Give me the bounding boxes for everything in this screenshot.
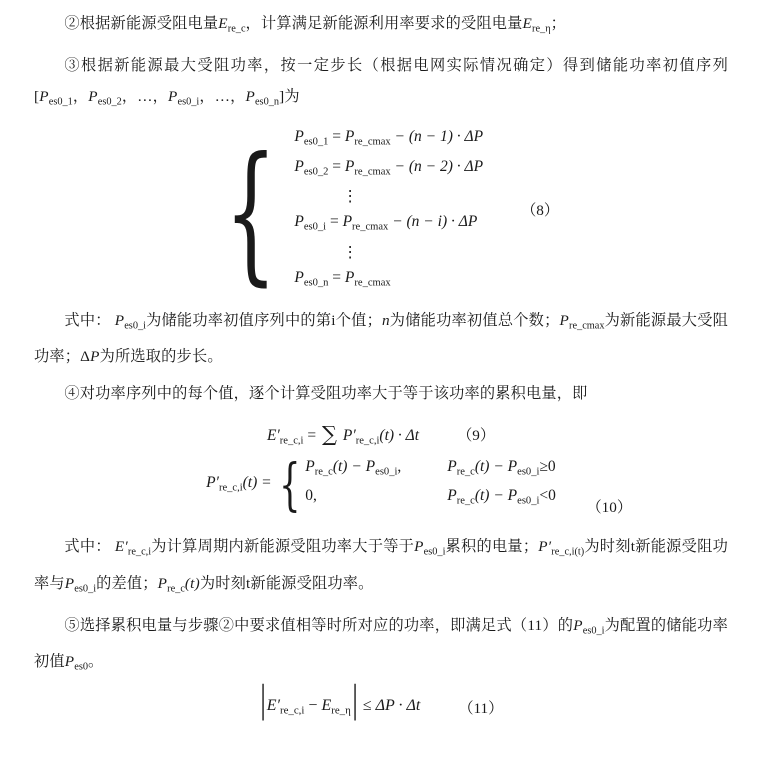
where-10-lead: 式中： (64, 538, 111, 556)
eq8-ri-rhs-sub: re_cmax (352, 221, 389, 233)
step-3-text-a: 根据新能源最大受阻功率，按一定步长（根据电网实际情况确定）得到储能功率初值序列[ (34, 57, 728, 106)
equation-9-number: （9） (457, 426, 496, 444)
seq-sep-3: ，…， (199, 88, 246, 106)
where-8-v3: P (559, 312, 569, 330)
eq10-c1-p-sub: re_c (314, 466, 333, 478)
eq9-rhs-tail: (t) · Δt (379, 427, 420, 445)
step-marker-3: ③ (64, 57, 82, 75)
eq9-rhs-sub: re_c,i (355, 435, 380, 447)
step-4-text: 对功率序列中的每个值，逐个计算受阻功率大于等于该功率的累积电量，即 (79, 385, 588, 403)
step-5-v1-sub: es0_i (582, 625, 605, 637)
step-2-text-a: 根据新能源受阻电量 (79, 15, 219, 32)
where-10-t4: 的差值； (96, 574, 158, 592)
eq8-ri-tail: − (n − i) · ΔP (392, 213, 478, 231)
paragraph-step-3 (34, 50, 728, 117)
eq10-c1-cond-sub: re_c (456, 466, 475, 478)
eq8-r2-rhs-sub: re_cmax (354, 166, 391, 178)
where-10-t1: 为计算周期内新能源受阻功率大于等于 (151, 538, 415, 556)
eq8-rn-lhs-sub: es0_n (303, 277, 329, 289)
var-seq-1-sub: es0_1 (48, 96, 73, 108)
eq11-operator: ≤ (362, 697, 372, 715)
var-seq-n: P (245, 88, 255, 106)
equation-9-body (267, 421, 419, 446)
eq10-c2-cond-sub: re_c (456, 495, 475, 507)
equation-8-number: （8） (521, 201, 560, 219)
eq8-r1-rhs-sub: re_cmax (354, 135, 391, 147)
eq9-lhs-sub: re_c,i (279, 435, 304, 447)
eq8-r2-lhs: P (294, 157, 304, 175)
where-10-t5: 为时刻t新能源受阻功率。 (199, 574, 374, 592)
eq10-case2-cond (447, 484, 556, 513)
step-5-text-a: 选择累积电量与步骤②中要求值相等时所对应的功率，即满足式（11）的 (79, 617, 574, 634)
var-E-re-c-sub: re_c (227, 23, 246, 35)
where-8-t4: 为所选取的步长。 (99, 348, 223, 366)
where-10-v4-sub: es0_i (74, 583, 97, 594)
eq8-ri-rhs: P (342, 213, 353, 231)
eq11-lhs-sub: re_c,i (279, 704, 305, 717)
eq10-case2-expr: 0, (305, 487, 317, 505)
where-8-v1-sub: es0_i (124, 320, 147, 332)
var-seq-2: P (88, 88, 98, 106)
step-3-text-b: ]为 (279, 88, 300, 106)
equation-9 (34, 421, 728, 446)
step-5-text-b: 为配置的储能功率初值 (34, 617, 728, 671)
equation-10-cases (305, 455, 556, 514)
eq10-c1-cond-sub2: es0_i (517, 466, 540, 478)
eq10-lhs-sub: re_c,i (218, 482, 243, 494)
eq9-rhs: P′ (342, 427, 356, 445)
where-10-v2: P (414, 538, 424, 556)
paragraph-step-4 (34, 378, 728, 409)
var-seq-i: P (168, 88, 178, 106)
eq8-r1-rhs: P (344, 127, 355, 145)
eq8-rn-rhs-sub: re_cmax (354, 277, 391, 289)
seq-sep-1: ， (72, 88, 89, 106)
step-2-text-c: ； (550, 15, 566, 32)
eq8-r2-tail: − (n − 2) · ΔP (394, 157, 484, 175)
eq8-r1-lhs-sub: es0_1 (303, 135, 329, 147)
equation-8-row-1: $P_{es0\_1} = P_{re\_cmax} - (n - 1) \cdot \Delta P$ (294, 127, 484, 147)
step-2-text-b: ，计算满足新能源利用率要求的受阻电量 (245, 15, 523, 32)
where-10-v1-sub: re_c,i (127, 546, 152, 558)
var-E-re-eta-sub: re_η (532, 23, 551, 35)
where-10-v5-sub: re_c (167, 583, 185, 594)
where-10-t2: 累积的电量； (445, 538, 539, 556)
where-10-v4: P (64, 574, 75, 592)
eq8-r1-tail: − (n − 1) · ΔP (394, 127, 484, 145)
where-10-v5: P (157, 574, 168, 592)
summation-icon: ∑ (321, 422, 337, 447)
equation-10-lhs (206, 474, 272, 493)
step-5-v2: P (64, 653, 75, 671)
var-seq-1: P (39, 88, 49, 106)
equation-10-number: （10） (586, 499, 632, 517)
eq8-r2-lhs-sub: es0_2 (303, 166, 329, 178)
paragraph-where-10 (34, 531, 728, 604)
eq8-r1-lhs: P (294, 127, 304, 145)
eq10-c2-cond-sub2: es0_i (517, 495, 540, 507)
equation-8-rows (294, 124, 483, 295)
eq10-c1-cond-p: P (447, 457, 457, 475)
eq11-rhs: E (321, 697, 332, 715)
eq10-lhs-tail: (t) = (242, 474, 272, 492)
equation-8 (34, 124, 728, 301)
eq10-case1-cond (447, 455, 555, 484)
equation-11-number: （11） (458, 699, 504, 717)
where-10-v5-tail: (t) (184, 574, 200, 592)
where-8-lead: 式中： (64, 312, 111, 330)
equation-8-body: { $P_{es0\_1} = P_{re\_cmax} - (n - 1) \cdot \Delta P$ $P_{es0\_2} = P_{re\_cmax} - (n - 2) \cdot \Delta P$ ⋮ $P_{es0\_i} = P_{re\_cmax} - (n - i) \cdot \Delta P$ ⋮ $P_{es0\_n} = P_{re\_cmax}$ (203, 124, 483, 295)
where-10-v3-sub: re_c,i(t) (551, 546, 585, 558)
where-8-v1: P (114, 312, 125, 330)
eq11-lhs: E′ (266, 697, 280, 715)
eq8-ri-lhs-sub: es0_i (303, 221, 327, 233)
where-10-v3: P′ (538, 538, 552, 556)
step-marker-4: ④ (64, 385, 80, 403)
var-E-re-eta: E (522, 15, 533, 32)
eq9-lhs: E′ (266, 427, 280, 445)
step-5-text-c: 。 (88, 653, 104, 671)
eq10-case1-expr: $P_{re\_c}(t) - P_{es0\_i}$, (305, 457, 402, 478)
eq10-lhs: P′ (206, 474, 219, 492)
where-10-v2-sub: es0_i (423, 546, 446, 558)
step-marker-5: ⑤ (64, 617, 80, 634)
equation-8-row-2: $P_{es0\_2} = P_{re\_cmax} - (n - 2) \cdot \Delta P$ (294, 157, 484, 178)
var-seq-n-sub: es0_n (254, 96, 280, 108)
eq11-tail: ΔP · Δt (375, 697, 421, 715)
equation-8-row-n: $P_{es0\_n} = P_{re\_cmax}$ (294, 268, 391, 289)
var-seq-2-sub: es0_2 (97, 96, 122, 108)
where-8-v3-sub: re_cmax (569, 320, 605, 332)
eq8-ri-lhs: P (294, 213, 304, 231)
where-8-t1: 为储能功率初值序列中的第i个值； (146, 312, 382, 330)
var-E-re-c: E (218, 15, 228, 32)
eq8-rn-lhs: P (294, 268, 304, 286)
where-8-t2: 为储能功率初值总个数； (389, 312, 560, 330)
equation-8-vdots-2: ⋮ (342, 243, 358, 261)
eq11-rhs-sub: re_η (331, 704, 351, 717)
equation-8-row-i: $P_{es0\_i} = P_{re\_cmax} - (n - i) \cdot \Delta P$ (294, 213, 478, 233)
eq10-c2-cond-p: P (447, 487, 457, 505)
step-marker-2: ② (64, 15, 80, 32)
eq10-c2-cond-mid: (t) − P (474, 487, 518, 505)
where-10-v1: E′ (114, 538, 128, 556)
paragraph-step-5 (34, 610, 728, 683)
where-10-t3: 为时刻t新能源受阻功率与 (34, 538, 728, 592)
paragraph-step-2 (34, 8, 728, 44)
eq10-c1-cond-tail: ≥0 (539, 457, 556, 475)
where-8-v4: P (90, 348, 100, 366)
eq8-r2-rhs: P (344, 157, 355, 175)
eq10-c1-cond-mid: (t) − P (474, 457, 518, 475)
paragraph-where-8 (34, 305, 728, 372)
eq11-minus: − (308, 697, 318, 715)
where-8-v2: n (381, 312, 390, 330)
equation-11 (34, 676, 728, 722)
eq10-c1-mid: (t) − P (332, 457, 376, 475)
where-8-t3: 为新能源最大受阻功率；Δ (34, 312, 729, 366)
eq10-c2-cond-tail: <0 (539, 487, 556, 505)
equation-10: $P'_{re\_c,i}(t)$ = { $P_{re\_c}(t) - P_{es0\_i}$, $P_{re\_c}(t) - P_{es0\_i}\ge 0$ 0, $P_{re\_c}(t) - P_{es0\_i}<0$ （10） (206, 453, 632, 519)
step-5-v1: P (573, 617, 583, 634)
seq-sep-2: ，…， (121, 88, 169, 106)
eq9-equals: = (307, 427, 317, 445)
var-seq-i-sub: es0_i (177, 96, 200, 108)
equation-10-case-1 (305, 455, 556, 484)
equation-8-vdots-1: ⋮ (342, 188, 358, 206)
eq10-c1-p: P (305, 457, 315, 475)
step-5-v2-sub: es0 (74, 661, 89, 673)
eq8-rn-rhs: P (344, 268, 355, 286)
eq10-c1-sub2: es0_i (375, 466, 398, 478)
equation-10-case-2 (305, 484, 556, 513)
equation-11-body: $|E'_{re\_c,i} - E_{re\_\eta}| \le \Delta P \cdot \Delta t$ (259, 676, 421, 722)
